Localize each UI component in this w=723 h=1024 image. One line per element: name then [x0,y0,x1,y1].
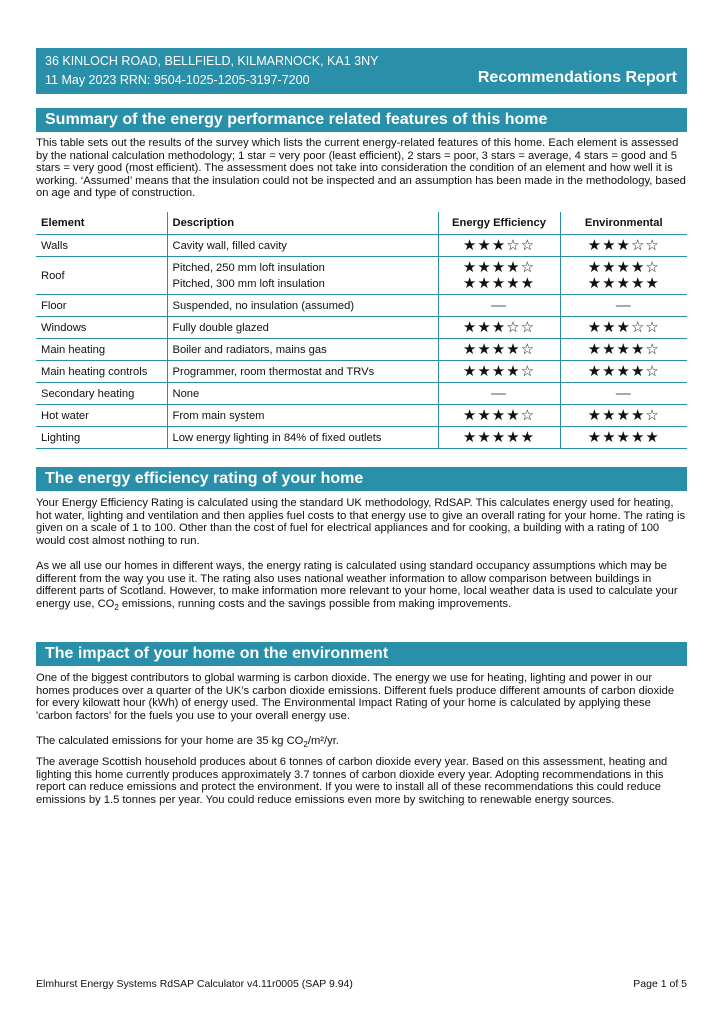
environmental-rating-cell [560,405,687,427]
description-cell [167,405,438,427]
element-cell: Roof [36,257,167,295]
star-rating: ★★★☆☆ [587,318,660,336]
environmental-rating-cell [560,383,687,405]
footer-page-number: Page 1 of 5 [633,978,687,990]
star-rating: ★★★★★ [587,274,660,292]
element-cell: Main heating [36,339,167,361]
col-header-description: Description [167,212,438,235]
star-rating: ★★★☆☆ [462,236,536,254]
element-cell: Main heating controls [36,361,167,383]
description-line: Suspended, no insulation (assumed) [172,299,355,312]
not-applicable-dash: — [491,384,507,402]
col-header-environmental: Environmental [560,212,687,235]
efficiency-rating-cell [438,339,560,361]
environmental-rating-cell [560,257,687,295]
not-applicable-dash: — [491,296,507,314]
impact-para-3: The average Scottish household produces about 6 tonnes of carbon dioxide every year. Based on this assessment, heating and lighting this home currently produces approximately 3.7 tonnes of carbon dioxide every year. Adopting recommendations in this report can reduce emissions and protect the environment. If you were to install all of these recommendations this could reduce emissions by 1.5 tonnes per year. You could reduce emissions even more by switching to renewable energy sources. [36,756,668,806]
summary-section-title: Summary of the energy performance related features of this home [36,108,687,132]
efficiency-rating-cell [438,361,560,383]
efficiency-rating-cell [438,257,560,295]
environmental-rating-cell [560,361,687,383]
description-line: From main system [172,409,265,422]
features-table [36,212,687,449]
description-line: Boiler and radiators, mains gas [172,343,327,356]
description-line: Fully double glazed [172,321,269,334]
star-rating: ★★★★☆ [462,362,536,380]
description-cell [167,383,438,405]
description-line: None [172,387,200,400]
efficiency-rating-cell [438,383,560,405]
not-applicable-dash: — [615,384,632,402]
table-row [36,361,687,383]
summary-intro: This table sets out the results of the survey which lists the current energy-related features of this home. Each element is assessed by the national calculation methodology; 1 star = very poor (least efficient), 2 stars = poor, 3 stars = average, 4 stars = good and 5 stars = very good (most efficient). The assessment does not take into consideration the condition of an element and how well it is working. ‘Assumed’ means that the insulation could not be inspected and an assumption has been made in the methodology, based on age and type of construction. [36,137,686,200]
table-row [36,405,687,427]
report-title: Recommendations Report [477,69,677,86]
environmental-rating-cell [560,427,687,449]
rating-section-title: The energy efficiency rating of your home [36,467,687,491]
description-line: Programmer, room thermostat and TRVs [172,365,375,378]
star-rating: ★★★★★ [462,274,536,292]
description-line: Cavity wall, filled cavity [172,239,287,252]
description-cell [167,361,438,383]
table-row [36,295,687,317]
efficiency-rating-cell [438,295,560,317]
element-cell: Walls [36,235,167,257]
environmental-rating-cell [560,295,687,317]
star-rating: ★★★★☆ [587,258,660,276]
efficiency-rating-cell [438,427,560,449]
environmental-rating-cell [560,339,687,361]
star-rating: ★★★★☆ [462,258,536,276]
environmental-rating-cell [560,317,687,339]
footer-software: Elmhurst Energy Systems RdSAP Calculator v4.11r0005 (SAP 9.94) [36,978,353,990]
description-cell [167,295,438,317]
table-row [36,383,687,405]
star-rating: ★★★★☆ [462,340,536,358]
table-row [36,235,687,257]
property-address: 36 KINLOCH ROAD, BELLFIELD, KILMARNOCK, KA1 3NY [45,54,379,68]
description-line: Pitched, 250 mm loft insulation [172,261,325,274]
date-rrn: 11 May 2023 RRN: 9504-1025-1205-3197-7200 [45,73,310,87]
impact-para-2: The calculated emissions for your home are 35 kg $CO_2/m^2/yr$. [36,735,339,750]
efficiency-rating-cell [438,235,560,257]
efficiency-rating-cell [438,405,560,427]
star-rating: ★★★★☆ [587,340,660,358]
table-row [36,427,687,449]
element-cell: Floor [36,295,167,317]
element-cell: Hot water [36,405,167,427]
table-row [36,317,687,339]
col-header-element: Element [36,212,167,235]
rating-para-2: As we all use our homes in different ways, the energy rating is calculated using standard occupancy assumptions which may be different from the way you use it. The rating also uses national weather information to allow comparison between buildings in different parts of Scotland. However, to make information more relevant to your home, local weather data is used to calculate your energy use, $CO_2$ emissions, running costs and the savings possible from making improvements. [36,560,678,613]
description-cell [167,317,438,339]
star-rating: ★★★★★ [587,428,660,446]
environmental-rating-cell [560,235,687,257]
description-cell [167,427,438,449]
table-row [36,339,687,361]
description-cell [167,235,438,257]
description-cell [167,339,438,361]
element-cell: Secondary heating [36,383,167,405]
star-rating: ★★★☆☆ [587,236,660,254]
table-header-row [36,212,687,235]
star-rating: ★★★★☆ [587,362,660,380]
efficiency-rating-cell [438,317,560,339]
description-cell [167,257,438,295]
star-rating: ★★★★☆ [462,406,536,424]
impact-section-title: The impact of your home on the environment [36,642,687,666]
element-cell: Lighting [36,427,167,449]
star-rating: ★★★★★ [462,428,536,446]
description-line: Pitched, 300 mm loft insulation [172,277,325,290]
description-line: Low energy lighting in 84% of fixed outlets [172,431,382,444]
not-applicable-dash: — [615,296,632,314]
col-header-efficiency: Energy Efficiency [438,212,560,235]
impact-para-1: One of the biggest contributors to global warming is carbon dioxide. The energy we use for heating, lighting and power in our homes produces over a quarter of the UK’s carbon dioxide emissions. Different fuels produce different amounts of carbon dioxide for every kilowatt hour (kWh) of energy used. The Environmental Impact Rating of your home is calculated by applying these 'carbon factors' for the fuels you use to your overall energy use. [36,672,675,722]
rating-para-1: Your Energy Efficiency Rating is calculated using the standard UK methodology, RdSAP. This calculates energy used for heating, hot water, lighting and ventilation and then applies fuel costs to that energy use to give an overall rating for your home. The rating is given on a scale of 1 to 100. Other than the cost of fuel for electrical appliances and for cooking, a building with a rating of 100 would cost almost nothing to run. [36,497,686,547]
star-rating: ★★★☆☆ [462,318,536,336]
report-header [36,48,687,94]
element-cell: Windows [36,317,167,339]
star-rating: ★★★★☆ [587,406,660,424]
table-row [36,257,687,295]
